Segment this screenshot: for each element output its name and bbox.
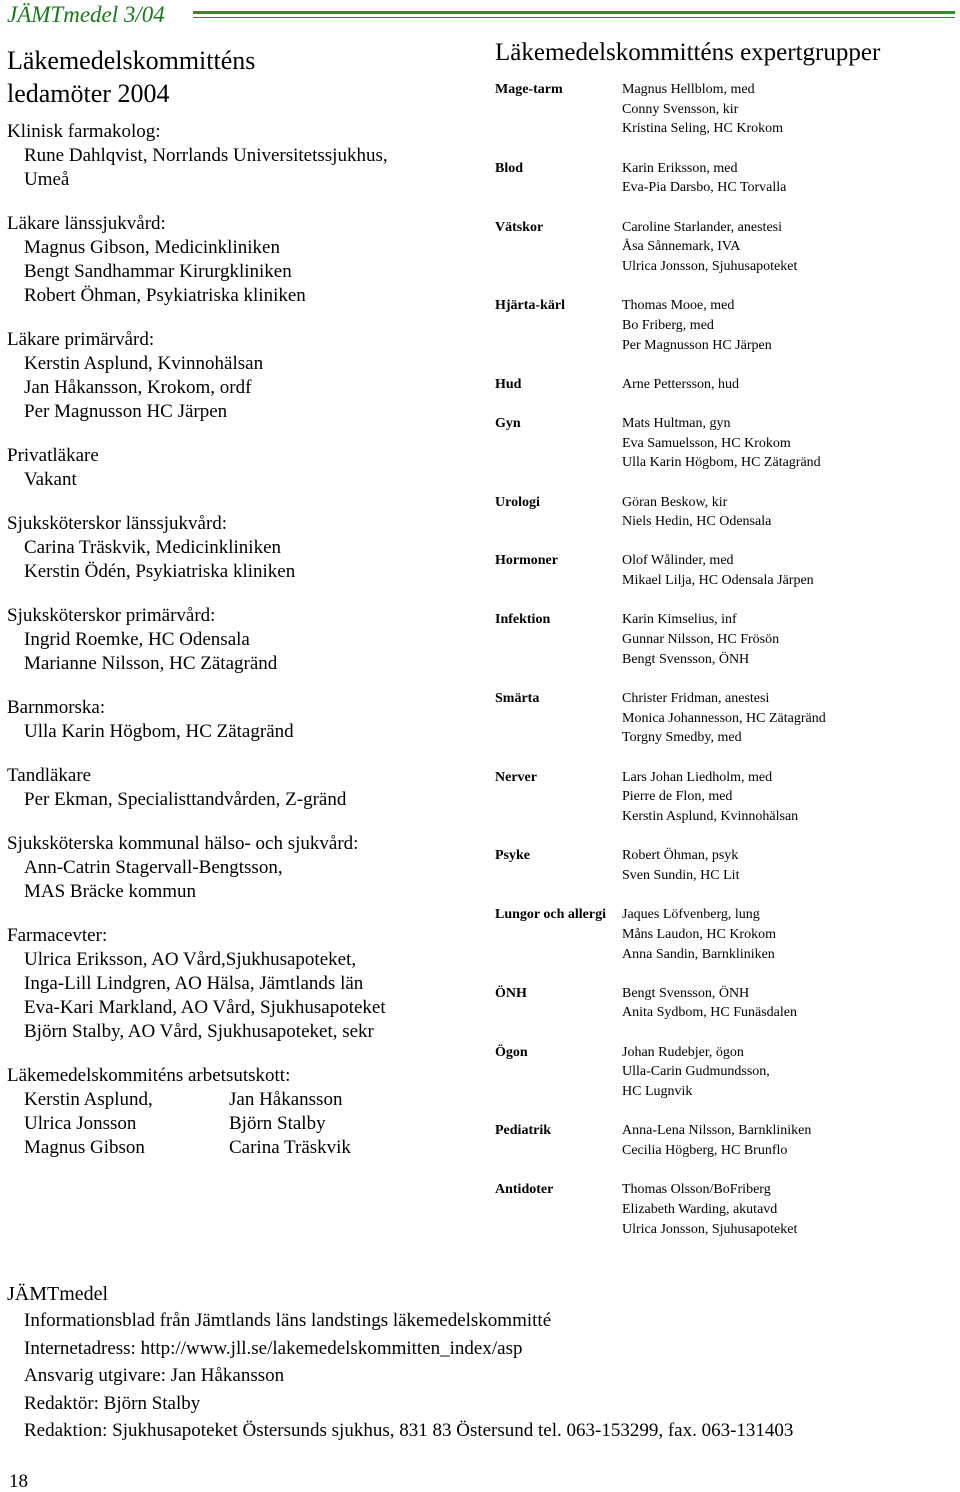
member-section — [7, 696, 477, 744]
section-heading: Barnmorska: — [7, 697, 106, 718]
expert-member: Bengt Svensson, ÖNH — [622, 985, 750, 1001]
member-section — [7, 832, 477, 904]
expert-group-members — [622, 689, 955, 748]
executive-member: Jan Håkansson — [229, 1089, 343, 1110]
expert-group — [495, 984, 955, 1023]
member-entry: Marianne Nilsson, HC Zätagränd — [24, 653, 278, 674]
expert-group-members — [622, 1180, 955, 1239]
expert-member: Olof Wålinder, med — [622, 553, 734, 569]
colophon-line: Internetadress: http://www.jll.se/lakemedelskommitten_index/asp — [24, 1337, 523, 1359]
expert-member: Jaques Löfvenberg, lung — [622, 907, 760, 923]
expert-group-name: Antidoter — [495, 1182, 554, 1198]
colophon-line: Redaktion: Sjukhusapoteket Östersunds sjukhus, 831 83 Östersund tel. 063-153299, fax. 063-131403 — [24, 1420, 794, 1441]
section-heading: Sjuksköterskor primärvård: — [7, 605, 216, 626]
masthead-rule-thin — [193, 17, 955, 18]
expert-group-members — [622, 414, 955, 473]
colophon-line: Ansvarig utgivare: Jan Håkansson — [24, 1365, 285, 1386]
expert-groups-list — [495, 80, 955, 1239]
member-entry: Ann-Catrin Stagervall-Bengtsson, — [24, 857, 283, 878]
expert-member: Kristina Seling, HC Krokom — [622, 121, 783, 137]
member-entry: Per Ekman, Specialisttandvården, Z-gränd — [24, 789, 347, 810]
members-title-line2: ledamöter 2004 — [7, 79, 170, 108]
expert-member: Pierre de Flon, med — [622, 789, 733, 805]
expert-group-members — [622, 493, 955, 532]
members-title-line1: Läkemedelskommitténs — [7, 46, 256, 75]
expert-group-members — [622, 1121, 955, 1160]
expert-member: Caroline Starlander, anestesi — [622, 219, 782, 235]
expert-group — [495, 375, 955, 395]
expert-group — [495, 493, 955, 532]
member-entry: MAS Bräcke kommun — [24, 881, 197, 902]
section-heading: Privatläkare — [7, 445, 99, 466]
expert-member: Elizabeth Warding, akutavd — [622, 1201, 778, 1217]
expert-member: Ulrica Jonsson, Sjuhusapoteket — [622, 1221, 798, 1237]
expert-member: Karin Eriksson, med — [622, 160, 738, 176]
expert-group-name: Blod — [495, 160, 524, 176]
expert-member: Ulrica Jonsson, Sjuhusapoteket — [622, 258, 798, 274]
expert-groups-column — [495, 38, 955, 1259]
expert-group-members — [622, 296, 955, 355]
expert-member: Thomas Mooe, med — [622, 298, 735, 314]
member-entry: Eva-Kari Markland, AO Vård, Sjukhusapoteket — [24, 997, 386, 1018]
executive-member: Carina Träskvik — [229, 1137, 351, 1158]
expert-group-name: Mage-tarm — [495, 82, 563, 97]
member-section — [7, 328, 477, 424]
expert-member: Monica Johannesson, HC Zätagränd — [622, 710, 826, 726]
expert-member: Johan Rudebjer, ögon — [622, 1044, 744, 1060]
expert-group-name: Hjärta-kärl — [495, 298, 565, 314]
expert-member: Eva-Pia Darsbo, HC Torvalla — [622, 180, 787, 196]
expert-member: Bengt Svensson, ÖNH — [622, 651, 750, 667]
executive-heading: Läkemedelskommiténs arbetsutskott: — [7, 1065, 291, 1086]
expert-member: Eva Samuelsson, HC Krokom — [622, 435, 791, 451]
expert-member: Cecilia Högberg, HC Brunflo — [622, 1142, 788, 1158]
expert-member: Måns Laudon, HC Krokom — [622, 926, 776, 942]
expert-member: HC Lugnvik — [622, 1084, 693, 1100]
member-entry: Per Magnusson HC Järpen — [24, 401, 228, 422]
expert-group-name: Hud — [495, 376, 522, 392]
section-heading: Läkare primärvård: — [7, 329, 155, 350]
expert-group-name: Smärta — [495, 690, 540, 706]
expert-group-name: Hormoner — [495, 553, 558, 569]
expert-group — [495, 218, 955, 277]
expert-group-members — [622, 80, 955, 139]
expert-group-name: Urologi — [495, 494, 540, 510]
member-entry: Carina Träskvik, Medicinkliniken — [24, 537, 282, 558]
member-entry: Ingrid Roemke, HC Odensala — [24, 629, 250, 650]
executive-row — [24, 1112, 477, 1136]
expert-group-members — [622, 768, 955, 827]
expert-member: Sven Sundin, HC Lit — [622, 867, 740, 883]
expert-group-name: Ögon — [495, 1044, 528, 1060]
expert-group — [495, 414, 955, 473]
expert-member: Anna Sandin, Barnkliniken — [622, 946, 775, 962]
expert-group — [495, 296, 955, 355]
expert-group-members — [622, 984, 955, 1023]
executive-member: Magnus Gibson — [24, 1137, 145, 1158]
expert-group-name: Psyke — [495, 848, 530, 864]
executive-committee — [7, 1064, 477, 1160]
expert-member: Bo Friberg, med — [622, 317, 714, 333]
expert-member: Kerstin Asplund, Kvinnohälsan — [622, 808, 799, 824]
section-heading: Sjuksköterska kommunal hälso- och sjukvård: — [7, 833, 359, 854]
expert-member: Robert Öhman, psyk — [622, 848, 739, 864]
expert-group-name: Gyn — [495, 415, 521, 431]
expert-group — [495, 1121, 955, 1160]
member-section — [7, 444, 477, 492]
expert-group-members — [622, 551, 955, 590]
members-title — [7, 44, 477, 110]
member-entry: Ulrica Eriksson, AO Vård,Sjukhusapoteket, — [24, 949, 357, 970]
expert-member: Conny Svensson, kir — [622, 101, 739, 117]
expert-member: Thomas Olsson/BoFriberg — [622, 1182, 771, 1198]
member-entry: Robert Öhman, Psykiatriska kliniken — [24, 285, 306, 306]
expert-group — [495, 1180, 955, 1239]
masthead-title: JÄMTmedel 3/04 — [7, 2, 165, 27]
colophon — [7, 1281, 957, 1445]
expert-group — [495, 551, 955, 590]
expert-group-members — [622, 610, 955, 669]
expert-member: Gunnar Nilsson, HC Frösön — [622, 632, 780, 648]
expert-member: Mikael Lilja, HC Odensala Järpen — [622, 573, 814, 589]
executive-member: Kerstin Asplund, — [24, 1089, 153, 1110]
expert-member: Lars Johan Liedholm, med — [622, 769, 773, 785]
section-heading: Sjuksköterskor länssjukvård: — [7, 513, 228, 534]
member-entry: Ulla Karin Högbom, HC Zätagränd — [24, 721, 294, 742]
expert-member: Karin Kimselius, inf — [622, 612, 737, 628]
expert-group-members — [622, 1043, 955, 1102]
expert-group — [495, 1043, 955, 1102]
section-heading: Klinisk farmakolog: — [7, 121, 161, 142]
section-heading: Läkare länssjukvård: — [7, 213, 166, 234]
expert-groups-title: Läkemedelskommitténs expertgrupper — [495, 39, 881, 66]
expert-group — [495, 610, 955, 669]
expert-group — [495, 80, 955, 139]
expert-group-name: Lungor och allergi — [495, 907, 606, 923]
member-section — [7, 604, 477, 676]
member-section — [7, 120, 477, 192]
member-entry: Inga-Lill Lindgren, AO Hälsa, Jämtlands län — [24, 973, 364, 994]
expert-member: Ulla Karin Högbom, HC Zätagränd — [622, 455, 821, 471]
member-entry: Kerstin Ödén, Psykiatriska kliniken — [24, 561, 296, 582]
section-heading: Farmacevter: — [7, 925, 108, 946]
executive-row — [24, 1136, 477, 1160]
expert-group — [495, 846, 955, 885]
masthead — [7, 0, 955, 36]
expert-group-members — [622, 375, 955, 395]
member-entry: Umeå — [24, 169, 70, 190]
expert-group — [495, 159, 955, 198]
member-entry: Rune Dahlqvist, Norrlands Universitetssjukhus, — [24, 145, 388, 166]
expert-group — [495, 905, 955, 964]
member-entry: Magnus Gibson, Medicinkliniken — [24, 237, 280, 258]
member-section — [7, 512, 477, 584]
executive-table — [24, 1088, 477, 1160]
colophon-title: JÄMTmedel — [7, 1283, 109, 1305]
member-section — [7, 764, 477, 812]
executive-member: Ulrica Jonsson — [24, 1113, 137, 1134]
colophon-line: Informationsblad från Jämtlands läns landstings läkemedelskommitté — [24, 1310, 552, 1331]
member-section — [7, 924, 477, 1044]
expert-group-members — [622, 846, 955, 885]
members-column — [7, 44, 477, 1180]
expert-group-members — [622, 218, 955, 277]
expert-member: Göran Beskow, kir — [622, 494, 728, 510]
expert-group-name: Infektion — [495, 612, 551, 628]
expert-member: Torgny Smedby, med — [622, 730, 742, 746]
expert-group — [495, 768, 955, 827]
member-section — [7, 212, 477, 308]
expert-member: Mats Hultman, gyn — [622, 415, 731, 431]
member-entry: Jan Håkansson, Krokom, ordf — [24, 377, 252, 398]
colophon-line: Redaktör: Björn Stalby — [24, 1392, 201, 1414]
masthead-rule — [193, 11, 955, 14]
expert-group-name: Nerver — [495, 769, 537, 785]
colophon-lines — [7, 1307, 957, 1445]
executive-member: Björn Stalby — [229, 1113, 326, 1134]
expert-member: Per Magnusson HC Järpen — [622, 337, 772, 353]
expert-member: Arne Pettersson, hud — [622, 376, 740, 392]
expert-group-members — [622, 159, 955, 198]
member-entry: Bengt Sandhammar Kirurgkliniken — [24, 261, 292, 282]
expert-group-name: ÖNH — [495, 985, 527, 1001]
expert-member: Niels Hedin, HC Odensala — [622, 514, 772, 530]
expert-member: Magnus Hellblom, med — [622, 82, 755, 97]
expert-member: Anna-Lena Nilsson, Barnkliniken — [622, 1123, 812, 1139]
page-number: 18 — [9, 1471, 28, 1492]
executive-row — [24, 1088, 477, 1112]
member-entry: Kerstin Asplund, Kvinnohälsan — [24, 353, 264, 374]
expert-group — [495, 689, 955, 748]
expert-group-members — [622, 905, 955, 964]
expert-group-name: Vätskor — [495, 219, 544, 235]
expert-member: Åsa Sånnemark, IVA — [622, 239, 741, 255]
expert-member: Ulla-Carin Gudmundsson, — [622, 1064, 770, 1080]
expert-member: Christer Fridman, anestesi — [622, 690, 770, 706]
section-heading: Tandläkare — [7, 765, 92, 786]
expert-member: Anita Sydbom, HC Funäsdalen — [622, 1005, 797, 1021]
member-entry: Vakant — [24, 469, 77, 490]
expert-group-name: Pediatrik — [495, 1123, 551, 1139]
members-sections — [7, 120, 477, 1044]
member-entry: Björn Stalby, AO Vård, Sjukhusapoteket, sekr — [24, 1021, 374, 1042]
